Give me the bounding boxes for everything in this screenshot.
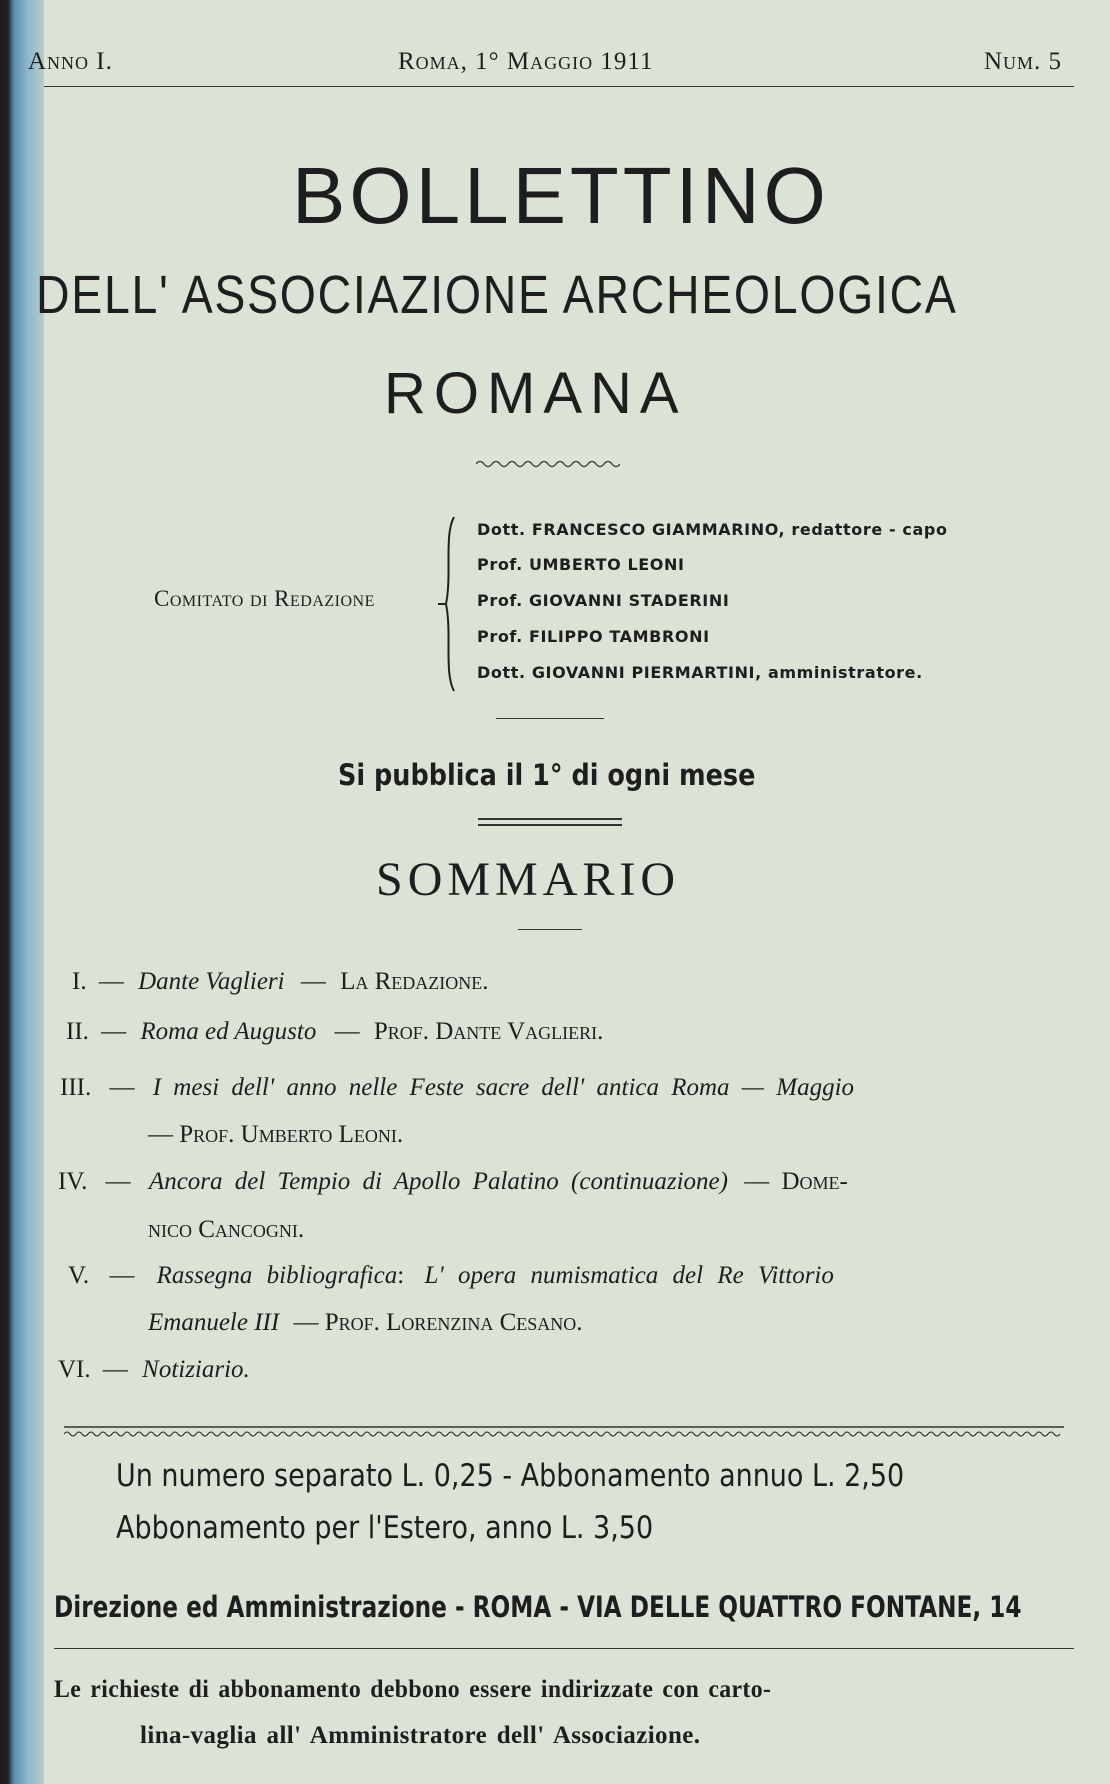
toc-item-separator: — [300,968,326,995]
toc-item-number: V. [68,1262,90,1289]
toc-item-number: III. [60,1074,92,1101]
title-line-3: ROMANA [384,361,687,426]
toc-item-4-author: nico Cancogni. [148,1216,305,1243]
toc-item-3 [60,1074,854,1102]
toc-item-title: Dante Vaglieri [138,968,285,995]
address-rule [54,1648,1074,1649]
cover-page [28,0,1110,1784]
toc-item-title: Rassegna bibliografica [156,1262,398,1289]
toc-item-colon: : [397,1262,405,1289]
toc-item-title: Emanuele III [148,1309,280,1336]
toc-item-author: — Prof. Lorenzina Cesano. [293,1309,583,1336]
summary-heading: SOMMARIO [376,853,681,906]
toc-item-number: II. [66,1018,89,1045]
toc-item-title: Ancora del Tempio di Apollo Palatino (continuazione) [148,1168,728,1195]
header-volume: Anno I. [28,48,113,75]
committee-member-5: Dott. GIOVANNI PIERMARTINI, amministratore. [477,663,923,682]
toc-item-title: Roma ed Augusto [140,1018,317,1045]
committee-rule [496,718,604,719]
header-place-date: Roma, 1° Maggio 1911 [398,48,654,75]
toc-item-dash: — [109,1262,135,1289]
committee-member-1: Dott. FRANCESCO GIAMMARINO, redattore - capo [477,520,948,539]
summary-rule [518,929,582,930]
toc-item-3-author: — Prof. Umberto Leoni. [148,1121,404,1148]
pricing-line-2: Abbonamento per l'Estero, anno L. 3,50 [116,1510,654,1546]
double-rule-bottom [478,824,622,826]
toc-item-2 [66,1018,603,1046]
toc-item-5-continued [148,1309,583,1337]
wavy-double-rule [64,1424,1064,1440]
toc-item-dash: — [102,1356,128,1383]
toc-item-dash: — [101,1018,127,1045]
toc-item-5 [68,1262,834,1290]
toc-item-dash: — [109,1074,135,1101]
toc-item-6 [58,1356,250,1384]
double-rule-top [478,818,622,820]
committee-member-3: Prof. GIOVANNI STADERINI [477,591,730,610]
toc-item-dash: — [98,968,124,995]
toc-item-author: Prof. Dante Vaglieri. [373,1018,604,1045]
committee-label: Comitato di Redazione [154,586,375,611]
title-line-1: BOLLETTINO [292,151,830,240]
toc-item-author: La Redazione. [340,968,489,995]
committee-member-4: Prof. FILIPPO TAMBRONI [477,627,710,646]
header-number: Num. 5 [984,48,1063,75]
toc-item-subtitle: L' opera numismatica del Re Vittorio [424,1262,834,1289]
title-line-2: DELL' ASSOCIAZIONE ARCHEOLOGICA [36,265,958,325]
notice-line-1: Le richieste di abbonamento debbono essere indirizzate con carto- [54,1676,772,1703]
frequency-text: Si pubblica il 1° di ogni mese [338,758,756,792]
toc-item-author: — Dome- [744,1168,848,1195]
toc-item-dash: — [105,1168,131,1195]
committee-brace [436,515,460,693]
toc-item-number: I. [72,968,87,995]
wavy-ornament [476,457,620,471]
toc-item-separator: — [334,1018,360,1045]
notice-line-2: lina-vaglia all' Amministratore dell' Associazione. [140,1722,701,1749]
toc-item-title: I mesi dell' anno nelle Feste sacre dell' antica Roma — Maggio [152,1074,855,1101]
toc-item-title: Notiziario. [142,1356,250,1383]
pricing-line-1: Un numero separato L. 0,25 - Abbonamento annuo L. 2,50 [116,1458,905,1494]
address-line: Direzione ed Amministrazione - ROMA - VIA DELLE QUATTRO FONTANE, 14 [54,1590,1022,1624]
committee-member-2: Prof. UMBERTO LEONI [477,555,685,574]
toc-item-4 [58,1168,848,1196]
header-rule [44,86,1074,87]
toc-item-number: VI. [58,1356,91,1383]
toc-item-1 [72,968,489,996]
toc-item-number: IV. [58,1168,88,1195]
